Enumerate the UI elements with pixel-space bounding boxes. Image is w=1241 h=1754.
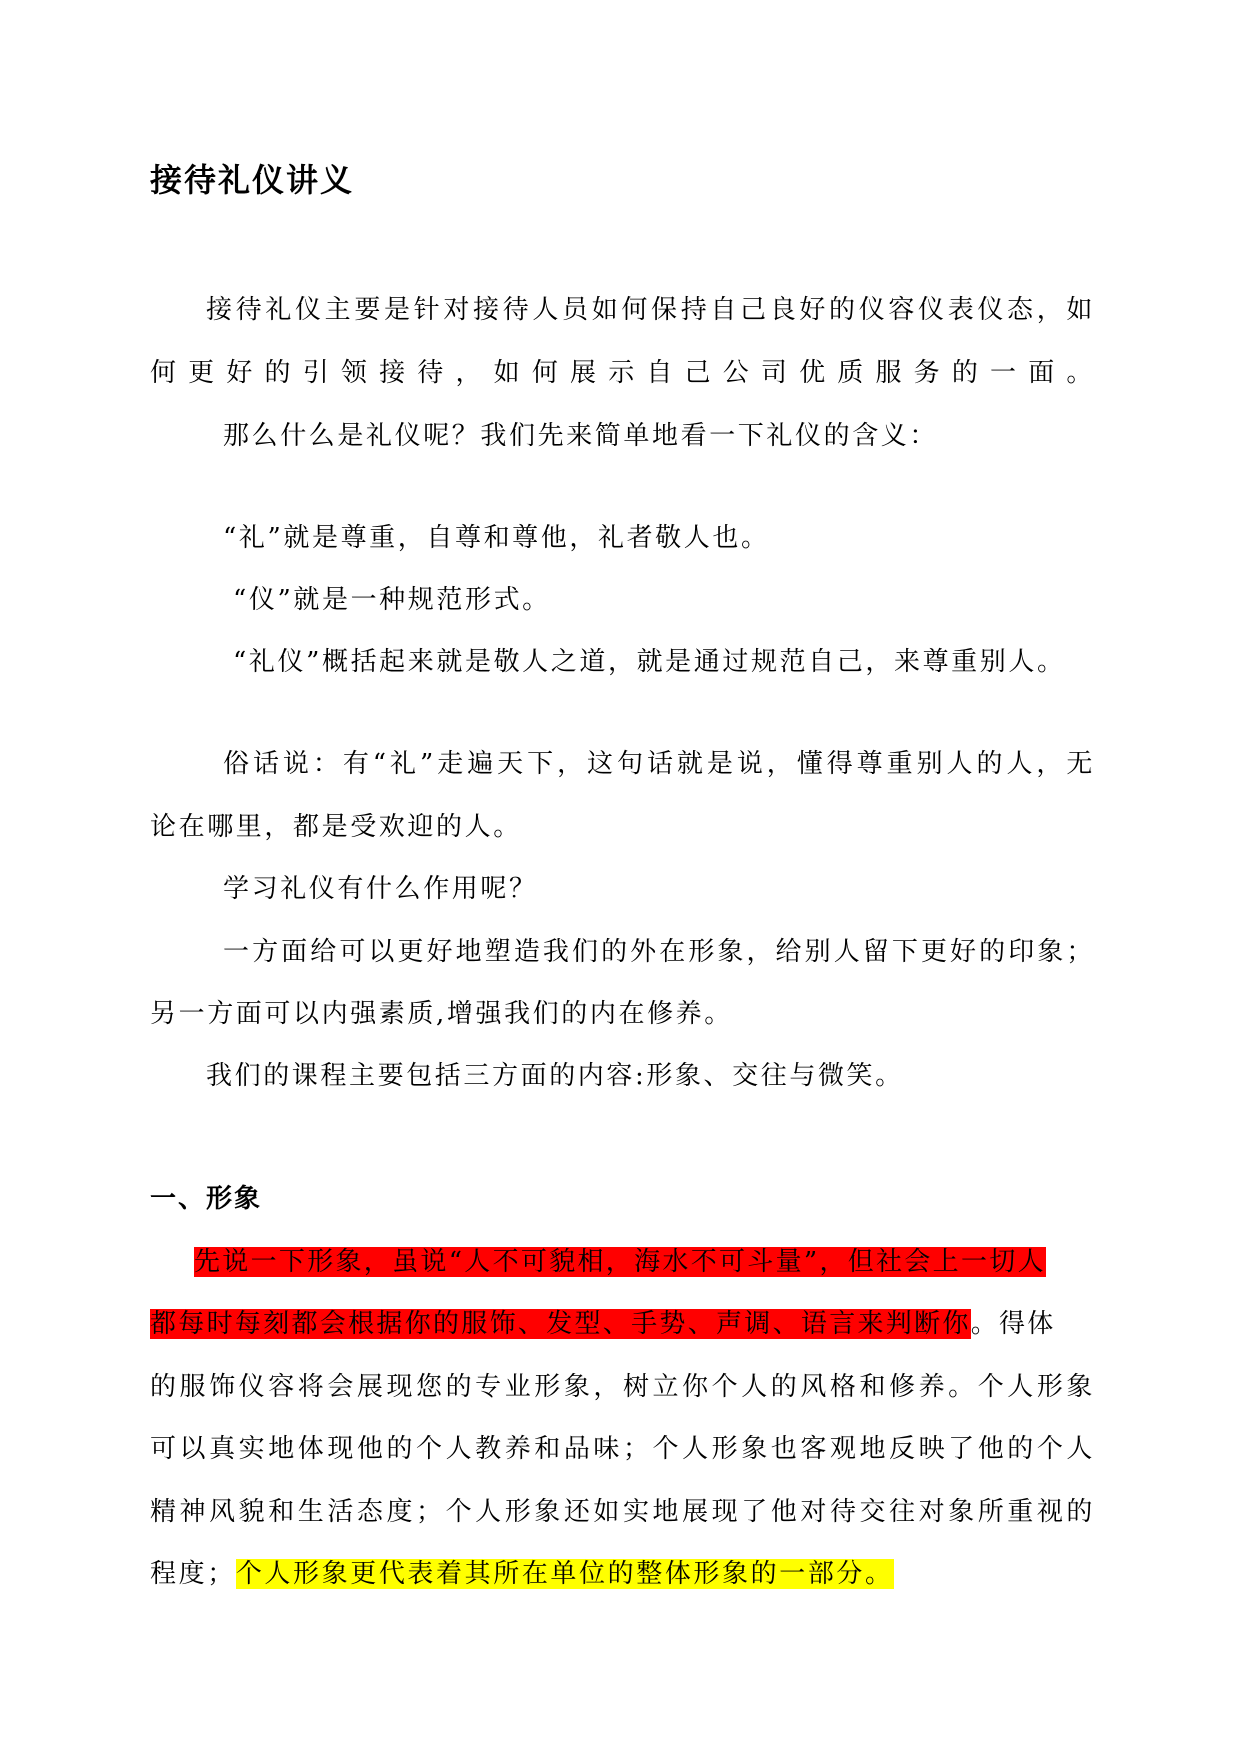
saying-line-1: 俗话说：有“礼”走遍天下，这句话就是说，懂得尊重别人的人，无 [223, 749, 1095, 779]
section-heading-image: 一、形象 [150, 1184, 263, 1214]
yellow-highlight: 个人形象更代表着其所在单位的整体形象的一部分。 [235, 1559, 894, 1589]
intro-line-2: 何更好的引领接待，如何展示自己公司优质服务的一面。 [150, 358, 1095, 388]
image-para-line-5: 精神风貌和生活态度；个人形象还如实地展现了他对待交往对象所重视的 [150, 1497, 1095, 1527]
image-para-line-4: 可以真实地体现他的个人教养和品味；个人形象也客观地反映了他的个人 [150, 1434, 1095, 1464]
red-highlight-1: 先说一下形象，虽说“人不可貌相，海水不可斗量”，但社会上一切人 [194, 1247, 1046, 1277]
image-para-line-2-rest: 。得体 [970, 1309, 1056, 1339]
image-para-line-2 [150, 1306, 1095, 1342]
image-para-line-1 [194, 1244, 1095, 1280]
purpose-answer-line-2: 另一方面可以内强素质,增强我们的内在修养。 [150, 999, 733, 1029]
image-para-line-6 [150, 1556, 1095, 1592]
red-highlight-2: 都每时每刻都会根据你的服饰、发型、手势、声调、语言来判断你 [150, 1309, 971, 1339]
course-summary: 我们的课程主要包括三方面的内容:形象、交往与微笑。 [206, 1061, 904, 1091]
saying-line-2: 论在哪里，都是受欢迎的人。 [150, 812, 522, 842]
purpose-answer-line-1: 一方面给可以更好地塑造我们的外在形象，给别人留下更好的印象； [223, 937, 1095, 967]
image-para-line-3: 的服饰仪容将会展现您的专业形象，树立你个人的风格和修养。个人形象 [150, 1372, 1095, 1402]
intro-line-3: 那么什么是礼仪呢？我们先来简单地看一下礼仪的含义： [223, 421, 939, 451]
image-para-line-6-start: 程度； [150, 1559, 236, 1589]
definition-liyi: “礼仪”概括起来就是敬人之道，就是通过规范自己，来尊重别人。 [233, 647, 1066, 677]
intro-line-2-wrap [150, 355, 1095, 391]
definition-yi: “仪”就是一种规范形式。 [233, 585, 551, 615]
purpose-question: 学习礼仪有什么作用呢？ [223, 874, 538, 904]
document-title: 接待礼仪讲义 [150, 161, 355, 199]
intro-line-1: 接待礼仪主要是针对接待人员如何保持自己良好的仪容仪表仪态，如 [206, 295, 1095, 325]
definition-li: “礼”就是尊重，自尊和尊他，礼者敬人也。 [223, 523, 770, 553]
